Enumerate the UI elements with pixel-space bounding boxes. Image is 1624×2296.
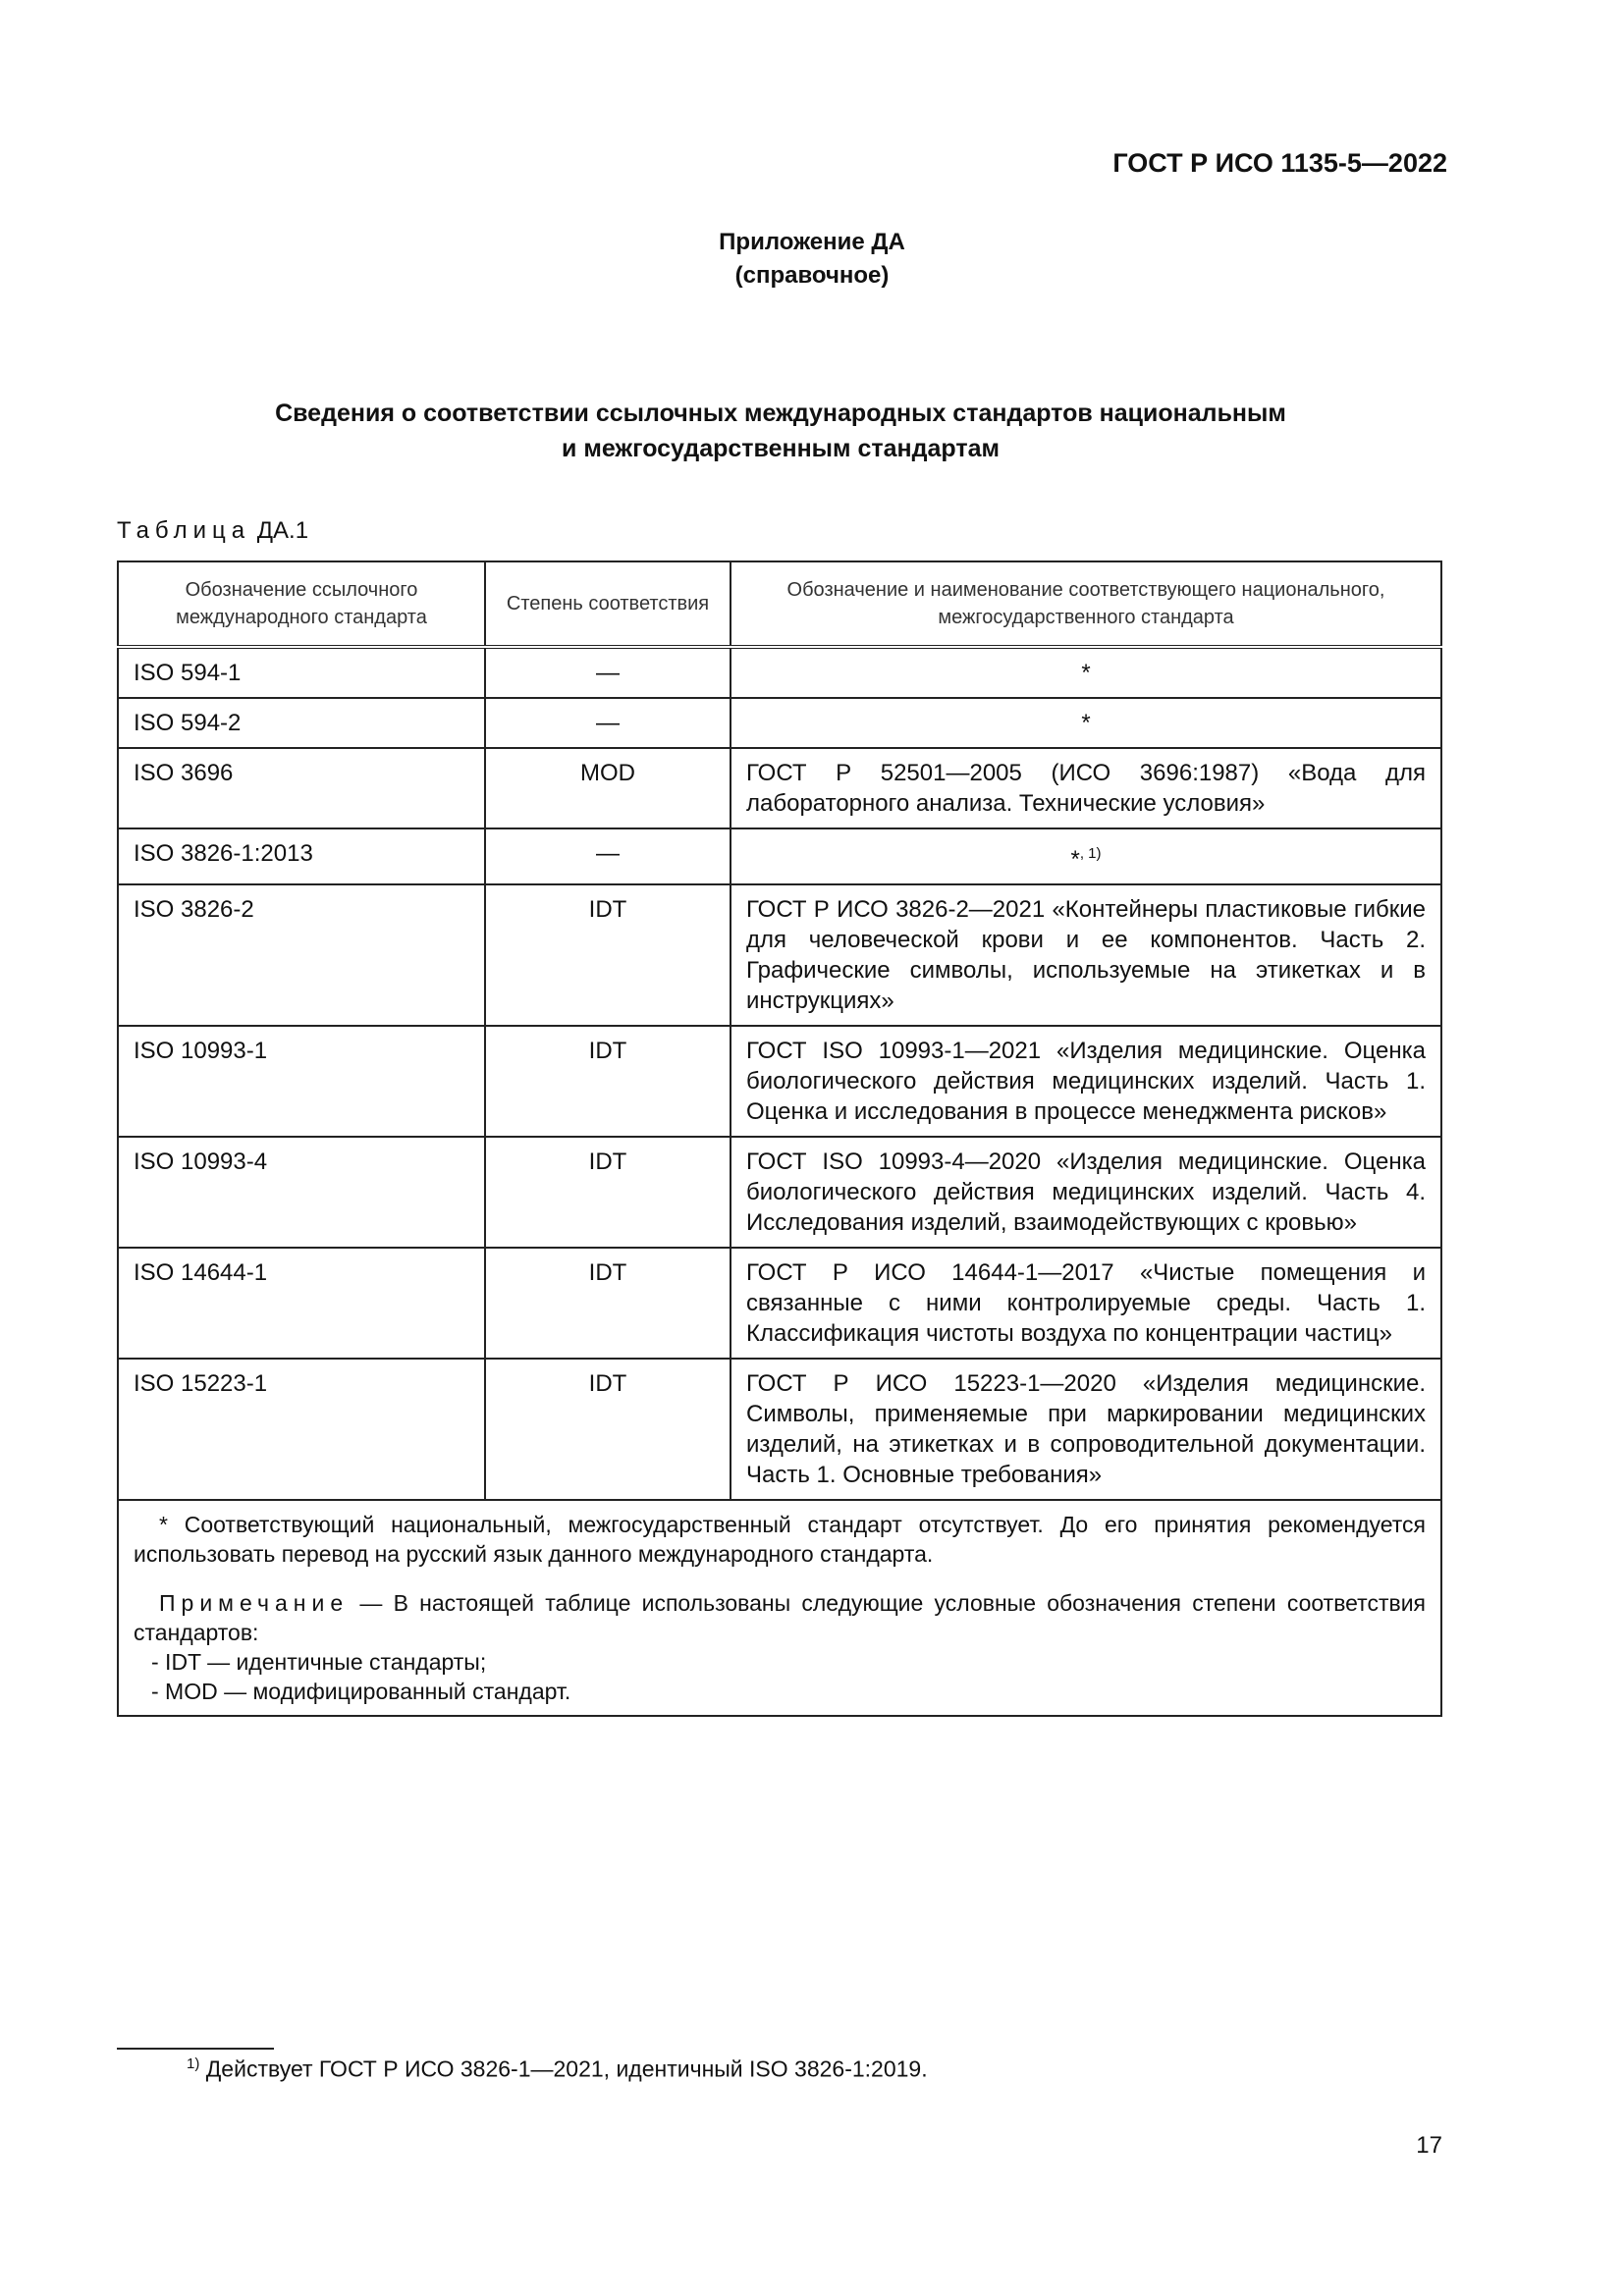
appendix-subtitle: (справочное) [734, 262, 890, 289]
appendix-title: Приложение ДА [719, 229, 905, 255]
note-item-idt: - IDT — идентичные стандарты; [151, 1649, 487, 1675]
table-row [118, 647, 1441, 698]
cell-degree: IDT [485, 1137, 731, 1248]
table-row [118, 748, 1441, 828]
note-block [134, 1588, 1426, 1706]
footnote [187, 2056, 928, 2083]
table-row [118, 1026, 1441, 1137]
note-word: Примечание [159, 1590, 350, 1616]
header-national-standard: Обозначение и наименование соответствующего национального, межгосударственного стандарта [731, 561, 1441, 647]
cell-national: * [731, 698, 1441, 748]
cell-standard: ISO 594-2 [118, 698, 485, 748]
cell-national: * [731, 647, 1441, 698]
cell-standard: ISO 3826-2 [118, 884, 485, 1026]
cell-degree: MOD [485, 748, 731, 828]
section-title-line-1: Сведения о соответствии ссылочных международных стандартов национальным [275, 400, 1286, 427]
cell-standard: ISO 10993-1 [118, 1026, 485, 1137]
table-footer [118, 1500, 1441, 1716]
cell-degree: IDT [485, 1248, 731, 1359]
cell-standard: ISO 3696 [118, 748, 485, 828]
table-row [118, 1137, 1441, 1248]
table-row [118, 698, 1441, 748]
star-mark: * [1070, 846, 1080, 873]
table-footer-row [118, 1500, 1441, 1716]
table-row [118, 1248, 1441, 1359]
correspondence-table [117, 561, 1442, 1717]
note-item-mod: - MOD — модифицированный стандарт. [151, 1679, 571, 1704]
cell-degree: — [485, 647, 731, 698]
note-text: — В настоящей таблице использованы следующие условные обозначения степени соответствия стандартов: [134, 1590, 1427, 1645]
table-label [117, 517, 308, 545]
cell-standard: ISO 15223-1 [118, 1359, 485, 1500]
cell-standard: ISO 14644-1 [118, 1248, 485, 1359]
table-row [118, 884, 1441, 1026]
document-code: ГОСТ Р ИСО 1135-5—2022 [1112, 148, 1447, 178]
table-label-number: ДА.1 [256, 517, 309, 544]
cell-standard: ISO 10993-4 [118, 1137, 485, 1248]
header-degree: Степень соответствия [485, 561, 731, 647]
table-label-word: Таблица [117, 517, 251, 544]
table-row [118, 1359, 1441, 1500]
cell-national: ГОСТ Р ИСО 3826-2—2021 «Контейнеры пластиковые гибкие для человеческой крови и ее компонентов. Часть 2. Графические символы, используемые на этикетках и в инструкциях» [731, 884, 1441, 1026]
star-note: * Соответствующий национальный, межгосударственный стандарт отсутствует. До его принятия рекомендуется использовать перевод на русский язык данного международного стандарта. [134, 1512, 1426, 1567]
cell-degree: IDT [485, 1026, 731, 1137]
cell-standard: ISO 594-1 [118, 647, 485, 698]
appendix-heading [0, 226, 1624, 293]
page-number: 17 [1416, 2132, 1442, 2159]
cell-degree: IDT [485, 884, 731, 1026]
header-international-standard: Обозначение ссылочного международного стандарта [118, 561, 485, 647]
cell-degree: — [485, 828, 731, 884]
note-heading [134, 1588, 1426, 1647]
section-title-line-2: и межгосударственным стандартам [562, 435, 1000, 462]
cell-degree: IDT [485, 1359, 731, 1500]
cell-standard: ISO 3826-1:2013 [118, 828, 485, 884]
footnote-text: Действует ГОСТ Р ИСО 3826-1—2021, идентичный ISO 3826-1:2019. [205, 2056, 928, 2082]
cell-degree: — [485, 698, 731, 748]
footnote-divider [117, 2048, 274, 2050]
table-row [118, 828, 1441, 884]
cell-national: ГОСТ ISO 10993-4—2020 «Изделия медицинские. Оценка биологического действия медицинских изделий. Часть 4. Исследования изделий, взаимодействующих с кровью» [731, 1137, 1441, 1248]
cell-national: ГОСТ Р ИСО 15223-1—2020 «Изделия медицинские. Символы, применяемые при маркировании медицинских изделий, на этикетках и в сопроводительной документации. Часть 1. Основные требования» [731, 1359, 1441, 1500]
footnote-ref: , 1) [1079, 845, 1102, 862]
cell-national: ГОСТ Р 52501—2005 (ИСО 3696:1987) «Вода для лабораторного анализа. Технические условия» [731, 748, 1441, 828]
cell-national [731, 828, 1441, 884]
section-title [157, 396, 1404, 466]
footnote-mark: 1) [187, 2056, 200, 2072]
cell-national: ГОСТ ISO 10993-1—2021 «Изделия медицинские. Оценка биологического действия медицинских изделий. Часть 1. Оценка и исследования в процессе менеджмента рисков» [731, 1026, 1441, 1137]
cell-national: ГОСТ Р ИСО 14644-1—2017 «Чистые помещения и связанные с ними контролируемые среды. Часть 1. Классификация чистоты воздуха по концентрации частиц» [731, 1248, 1441, 1359]
table-header-row [118, 561, 1441, 647]
